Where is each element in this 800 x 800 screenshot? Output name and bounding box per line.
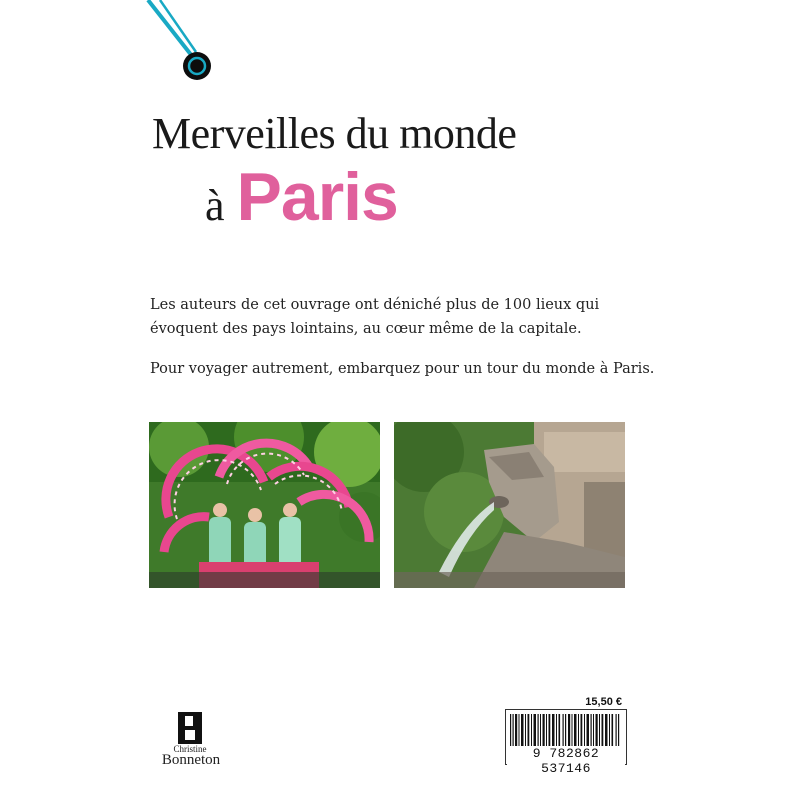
book-title-line2 <box>205 158 398 236</box>
photo-fan-dancers <box>149 422 380 588</box>
price-label: 15,50 € <box>585 696 622 708</box>
title-prefix: à <box>205 181 225 230</box>
publisher-first-name: Christine <box>173 744 207 754</box>
book-title-line1: Merveilles du monde <box>152 109 517 158</box>
blurb-paragraph-2: Pour voyager autrement, embarquez pour un tour du monde à Paris. <box>150 361 655 377</box>
isbn-number: 9 782862 537146 <box>507 746 625 776</box>
blurb-paragraph-1: Les auteurs de cet ouvrage ont déniché plus de 100 lieux qui évoquent des pays lointains, au cœur même de la capitale. <box>150 297 600 337</box>
photo-sphinx-fountain <box>394 422 625 588</box>
bookmark-cord-icon <box>0 0 230 100</box>
publisher-logo-icon <box>168 712 212 746</box>
title-city: Paris <box>236 159 398 235</box>
publisher-last-name: Bonneton <box>161 752 221 768</box>
